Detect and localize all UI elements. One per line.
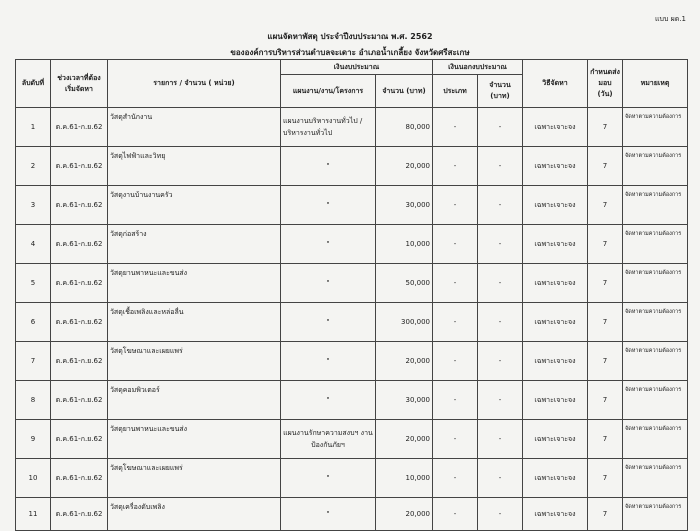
- row-days: 7: [588, 420, 623, 459]
- row-off-amount: -: [478, 225, 523, 264]
- document-subtitle: ขององค์การบริหารส่วนตำบลจะเดาะ อำเภอน้ำเกลี้ยง จังหวัดศรีสะเกษ: [230, 48, 470, 57]
- row-plan: ": [281, 264, 376, 303]
- row-off-type: -: [433, 186, 478, 225]
- row-off-type: -: [433, 498, 478, 531]
- row-amount: 20,000: [376, 420, 433, 459]
- row-amount: 30,000: [376, 381, 433, 420]
- row-item: วัสดุไฟฟ้าและวิทยุ: [108, 147, 281, 186]
- row-remark: จัดหาตามความต้องการ: [623, 264, 688, 303]
- row-period: ต.ค.61-ก.ย.62: [51, 225, 108, 264]
- row-off-amount: -: [478, 264, 523, 303]
- row-remark: จัดหาตามความต้องการ: [623, 459, 688, 498]
- row-off-amount: -: [478, 147, 523, 186]
- row-item: วัสดุยานพาหนะและขนส่ง: [108, 420, 281, 459]
- row-no: 9: [16, 420, 51, 459]
- row-period: ต.ค.61-ก.ย.62: [51, 108, 108, 147]
- header-off-amount: จำนวน (บาท): [478, 75, 523, 108]
- row-amount: 10,000: [376, 459, 433, 498]
- row-remark: จัดหาตามความต้องการ: [623, 303, 688, 342]
- header-row-1: [16, 60, 688, 75]
- table-row: [16, 498, 688, 531]
- row-off-type: -: [433, 225, 478, 264]
- row-item: วัสดุงานบ้านงานครัว: [108, 186, 281, 225]
- header-deadline: กำหนดส่งมอบ (วัน): [588, 60, 623, 108]
- row-no: 11: [16, 498, 51, 531]
- row-item: วัสดุคอมพิวเตอร์: [108, 381, 281, 420]
- row-plan: ": [281, 225, 376, 264]
- row-period: ต.ค.61-ก.ย.62: [51, 381, 108, 420]
- row-days: 7: [588, 342, 623, 381]
- row-method: เฉพาะเจาะจง: [523, 420, 588, 459]
- table-row: [16, 264, 688, 303]
- row-method: เฉพาะเจาะจง: [523, 459, 588, 498]
- row-amount: 30,000: [376, 186, 433, 225]
- row-off-amount: -: [478, 108, 523, 147]
- row-days: 7: [588, 381, 623, 420]
- row-off-type: -: [433, 459, 478, 498]
- row-no: 3: [16, 186, 51, 225]
- row-off-type: -: [433, 147, 478, 186]
- row-plan: ": [281, 498, 376, 531]
- header-budget-amount: จำนวน (บาท): [376, 75, 433, 108]
- row-off-type: -: [433, 342, 478, 381]
- row-period: ต.ค.61-ก.ย.62: [51, 420, 108, 459]
- row-days: 7: [588, 186, 623, 225]
- procurement-plan-table: [15, 59, 688, 531]
- row-method: เฉพาะเจาะจง: [523, 381, 588, 420]
- row-method: เฉพาะเจาะจง: [523, 342, 588, 381]
- row-period: ต.ค.61-ก.ย.62: [51, 459, 108, 498]
- table-row: [16, 225, 688, 264]
- row-item: วัสดุโฆษณาและเผยแพร่: [108, 342, 281, 381]
- document-title: แผนจัดหาพัสดุ ประจำปีงบประมาณ พ.ศ. 2562: [267, 32, 433, 41]
- table-row: [16, 420, 688, 459]
- row-no: 7: [16, 342, 51, 381]
- row-method: เฉพาะเจาะจง: [523, 108, 588, 147]
- header-off-type: ประเภท: [433, 75, 478, 108]
- row-off-amount: -: [478, 498, 523, 531]
- row-amount: 10,000: [376, 225, 433, 264]
- row-item: วัสดุยานพาหนะและขนส่ง: [108, 264, 281, 303]
- row-method: เฉพาะเจาะจง: [523, 225, 588, 264]
- header-remark: หมายเหตุ: [623, 60, 688, 108]
- row-period: ต.ค.61-ก.ย.62: [51, 186, 108, 225]
- header-budget-plan: แผนงาน/งาน/โครงการ: [281, 75, 376, 108]
- row-amount: 80,000: [376, 108, 433, 147]
- row-off-amount: -: [478, 342, 523, 381]
- row-period: ต.ค.61-ก.ย.62: [51, 498, 108, 531]
- row-off-amount: -: [478, 459, 523, 498]
- row-remark: จัดหาตามความต้องการ: [623, 186, 688, 225]
- row-period: ต.ค.61-ก.ย.62: [51, 303, 108, 342]
- row-days: 7: [588, 147, 623, 186]
- table-row: [16, 459, 688, 498]
- row-item: วัสดุก่อสร้าง: [108, 225, 281, 264]
- row-no: 2: [16, 147, 51, 186]
- row-days: 7: [588, 264, 623, 303]
- row-off-amount: -: [478, 303, 523, 342]
- header-budget: เงินงบประมาณ: [281, 60, 433, 75]
- header-item: รายการ / จำนวน ( หน่วย): [108, 60, 281, 108]
- table-row: [16, 342, 688, 381]
- row-remark: จัดหาตามความต้องการ: [623, 108, 688, 147]
- row-method: เฉพาะเจาะจง: [523, 303, 588, 342]
- header-offbudget: เงินนอกงบประมาณ: [433, 60, 523, 75]
- row-no: 8: [16, 381, 51, 420]
- header-period: ช่วงเวลาที่ต้องเริ่มจัดหา: [51, 60, 108, 108]
- row-amount: 20,000: [376, 342, 433, 381]
- form-code: แบบ ผด.1: [655, 15, 686, 23]
- row-off-amount: -: [478, 381, 523, 420]
- row-plan: ": [281, 303, 376, 342]
- row-remark: จัดหาตามความต้องการ: [623, 381, 688, 420]
- row-method: เฉพาะเจาะจง: [523, 186, 588, 225]
- row-plan: แผนงานบริหารงานทั่วไป /บริหารงานทั่วไป: [281, 108, 376, 147]
- row-amount: 20,000: [376, 498, 433, 531]
- row-remark: จัดหาตามความต้องการ: [623, 420, 688, 459]
- row-plan: ": [281, 342, 376, 381]
- row-days: 7: [588, 459, 623, 498]
- row-off-type: -: [433, 420, 478, 459]
- row-days: 7: [588, 498, 623, 531]
- row-no: 4: [16, 225, 51, 264]
- table-row: [16, 381, 688, 420]
- row-method: เฉพาะเจาะจง: [523, 147, 588, 186]
- row-remark: จัดหาตามความต้องการ: [623, 147, 688, 186]
- row-method: เฉพาะเจาะจง: [523, 264, 588, 303]
- row-item: วัสดุเชื้อเพลิงและหล่อลื่น: [108, 303, 281, 342]
- row-off-type: -: [433, 303, 478, 342]
- row-remark: จัดหาตามความต้องการ: [623, 225, 688, 264]
- row-off-amount: -: [478, 420, 523, 459]
- row-plan: ": [281, 186, 376, 225]
- header-no: ลับดับที่: [16, 60, 51, 108]
- row-no: 5: [16, 264, 51, 303]
- row-no: 6: [16, 303, 51, 342]
- table-row: [16, 147, 688, 186]
- row-remark: จัดหาตามความต้องการ: [623, 342, 688, 381]
- table-row: [16, 108, 688, 147]
- row-days: 7: [588, 303, 623, 342]
- row-remark: จัดหาตามความต้องการ: [623, 498, 688, 531]
- row-item: วัสดุโฆษณาและเผยแพร่: [108, 459, 281, 498]
- row-off-type: -: [433, 264, 478, 303]
- row-no: 10: [16, 459, 51, 498]
- row-item: วัสดุเครื่องดับเพลิง: [108, 498, 281, 531]
- row-plan: แผนงานรักษาความสงบฯ งานป้องกันภัยฯ: [281, 420, 376, 459]
- row-amount: 20,000: [376, 147, 433, 186]
- row-amount: 50,000: [376, 264, 433, 303]
- row-method: เฉพาะเจาะจง: [523, 498, 588, 531]
- row-item: วัสดุสำนักงาน: [108, 108, 281, 147]
- row-period: ต.ค.61-ก.ย.62: [51, 342, 108, 381]
- row-no: 1: [16, 108, 51, 147]
- row-off-amount: -: [478, 186, 523, 225]
- header-method: วิธีจัดหา: [523, 60, 588, 108]
- row-amount: 300,000: [376, 303, 433, 342]
- row-plan: ": [281, 381, 376, 420]
- table-row: [16, 303, 688, 342]
- row-period: ต.ค.61-ก.ย.62: [51, 264, 108, 303]
- row-period: ต.ค.61-ก.ย.62: [51, 147, 108, 186]
- row-off-type: -: [433, 108, 478, 147]
- table-row: [16, 186, 688, 225]
- row-days: 7: [588, 108, 623, 147]
- row-off-type: -: [433, 381, 478, 420]
- row-plan: ": [281, 459, 376, 498]
- row-plan: ": [281, 147, 376, 186]
- row-days: 7: [588, 225, 623, 264]
